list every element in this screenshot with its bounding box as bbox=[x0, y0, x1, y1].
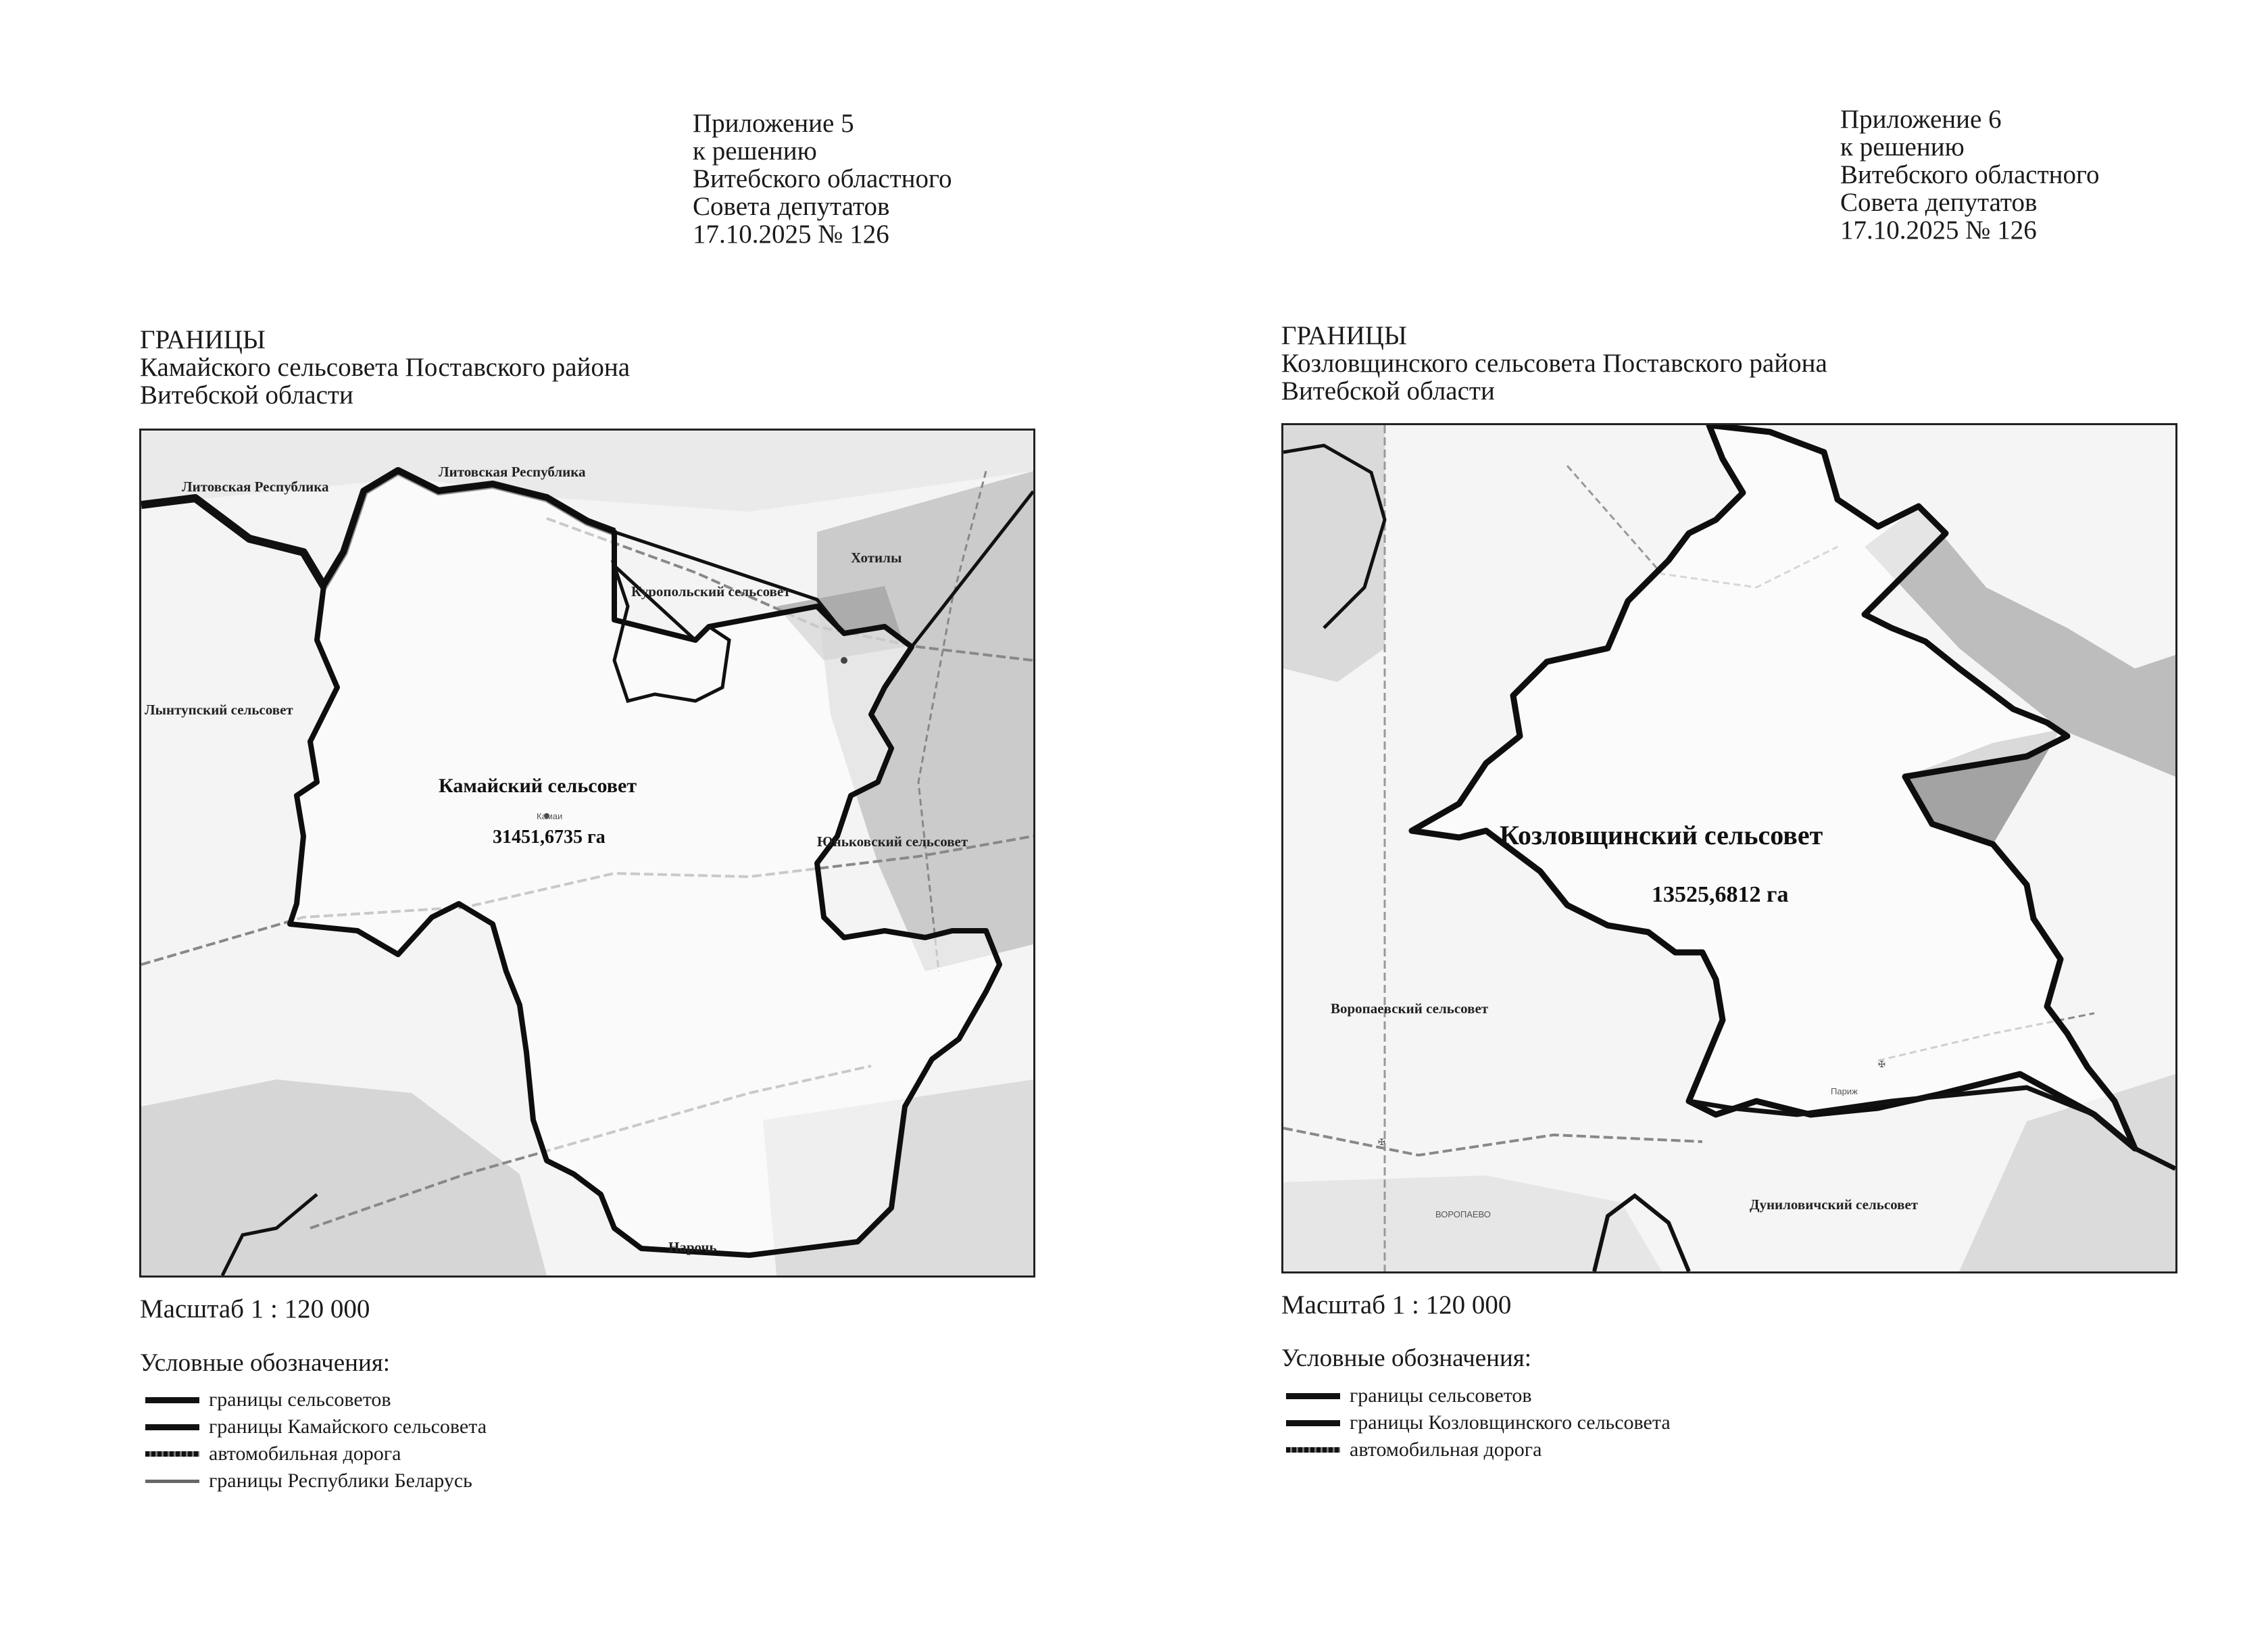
legend-title: Условные обозначения: bbox=[1281, 1344, 1532, 1372]
label-khotily: Хотилы bbox=[851, 550, 902, 566]
legend-item-road bbox=[145, 1442, 401, 1465]
legend-swatch-thick-line bbox=[1286, 1393, 1340, 1399]
legend-label: границы сельсоветов bbox=[1350, 1384, 1532, 1407]
appendix-line-3: Совета депутатов bbox=[693, 192, 890, 221]
label-voropaevsky-council: Воропаевский сельсовет bbox=[1331, 1000, 1489, 1017]
label-voropaevo: ВОРОПАЕВО bbox=[1435, 1209, 1491, 1219]
label-naroch: Нарочь bbox=[668, 1239, 717, 1255]
legend-item-road bbox=[1286, 1438, 1542, 1461]
label-kozlovshchina-council: Козловщинский сельсовет bbox=[1500, 820, 1823, 850]
church-icon: ✠ bbox=[1878, 1059, 1885, 1069]
label-kamai-village: Камаи bbox=[537, 811, 563, 821]
appendix-line-1: к решению bbox=[1840, 132, 1965, 162]
label-lyntup-council: Лынтупский сельсовет bbox=[145, 702, 293, 718]
heading-subtitle: Козловщинского сельсовета Поставского района bbox=[1281, 349, 1827, 378]
map-canvas bbox=[141, 431, 1033, 1276]
label-kamai-area: 31451,6735 га bbox=[493, 827, 606, 848]
label-kamai-council: Камайский сельсовет bbox=[439, 775, 637, 797]
legend-item-kozlovshchina-border bbox=[1286, 1411, 1671, 1434]
appendix-line-2: Витебского областного bbox=[693, 164, 952, 193]
legend-item-state-border bbox=[145, 1469, 472, 1492]
heading-subtitle: Камайского сельсовета Поставского района bbox=[140, 353, 631, 382]
label-lithuania-2: Литовская Республика bbox=[439, 464, 586, 480]
legend-item-kamai-border bbox=[145, 1415, 487, 1438]
appendix-block bbox=[693, 110, 952, 248]
heading-title: ГРАНИЦЫ bbox=[140, 325, 266, 354]
legend-item-council-borders bbox=[1286, 1384, 1532, 1407]
church-icon: ✠ bbox=[1378, 1137, 1385, 1147]
legend-label: границы Камайского сельсовета bbox=[209, 1415, 487, 1438]
map-canvas bbox=[1283, 425, 2175, 1271]
appendix-title: Приложение 5 bbox=[693, 109, 854, 138]
legend-swatch-state-border-line bbox=[145, 1480, 199, 1483]
legend-item-council-borders bbox=[145, 1388, 391, 1411]
heading-region: Витебской области bbox=[140, 381, 353, 410]
map-heading bbox=[1281, 322, 1827, 405]
legend-label: границы сельсоветов bbox=[209, 1388, 391, 1411]
label-kuropol-council: Куропольский сельсовет bbox=[631, 583, 791, 600]
map-heading bbox=[140, 326, 630, 409]
map-scale: Масштаб 1 : 120 000 bbox=[140, 1294, 370, 1323]
appendix-line-2: Витебского областного bbox=[1840, 160, 2100, 189]
label-dunilovichi-council: Дуниловичский сельсовет bbox=[1750, 1196, 1919, 1213]
appendix-block bbox=[1840, 105, 2100, 244]
town-khotily-marker bbox=[841, 657, 847, 664]
legend-label: границы Республики Беларусь bbox=[209, 1469, 472, 1492]
appendix-line-3: Совета депутатов bbox=[1840, 188, 2038, 217]
appendix-date-number: 17.10.2025 № 126 bbox=[1840, 216, 2037, 245]
legend-title: Условные обозначения: bbox=[140, 1349, 391, 1377]
legend-swatch-thick-line bbox=[1286, 1420, 1340, 1426]
legend-swatch-thick-line bbox=[145, 1397, 199, 1403]
legend-swatch-road-line bbox=[1286, 1447, 1340, 1453]
map-scale: Масштаб 1 : 120 000 bbox=[1281, 1290, 1512, 1319]
appendix-title: Приложение 6 bbox=[1840, 105, 2002, 134]
appendix-date-number: 17.10.2025 № 126 bbox=[693, 220, 889, 249]
terrain-northwest bbox=[1283, 425, 1385, 682]
page-appendix-6 bbox=[1134, 0, 2268, 1652]
heading-title: ГРАНИЦЫ bbox=[1281, 321, 1407, 350]
legend-swatch-road-line bbox=[145, 1451, 199, 1457]
label-yunkovsky-council: Юньковский сельсовет bbox=[817, 833, 968, 850]
legend-swatch-thick-line bbox=[145, 1424, 199, 1430]
label-parizh: Париж bbox=[1831, 1086, 1858, 1096]
map-kozlovshchina bbox=[1281, 423, 2177, 1273]
label-kozlovshchina-area: 13525,6812 га bbox=[1652, 882, 1789, 907]
map-kamai bbox=[139, 429, 1035, 1278]
legend-label: автомобильная дорога bbox=[209, 1442, 401, 1465]
legend-label: границы Козловщинского сельсовета bbox=[1350, 1411, 1671, 1434]
label-lithuania-1: Литовская Республика bbox=[182, 479, 329, 495]
heading-region: Витебской области bbox=[1281, 376, 1495, 406]
legend-label: автомобильная дорога bbox=[1350, 1438, 1542, 1461]
appendix-line-1: к решению bbox=[693, 137, 817, 166]
